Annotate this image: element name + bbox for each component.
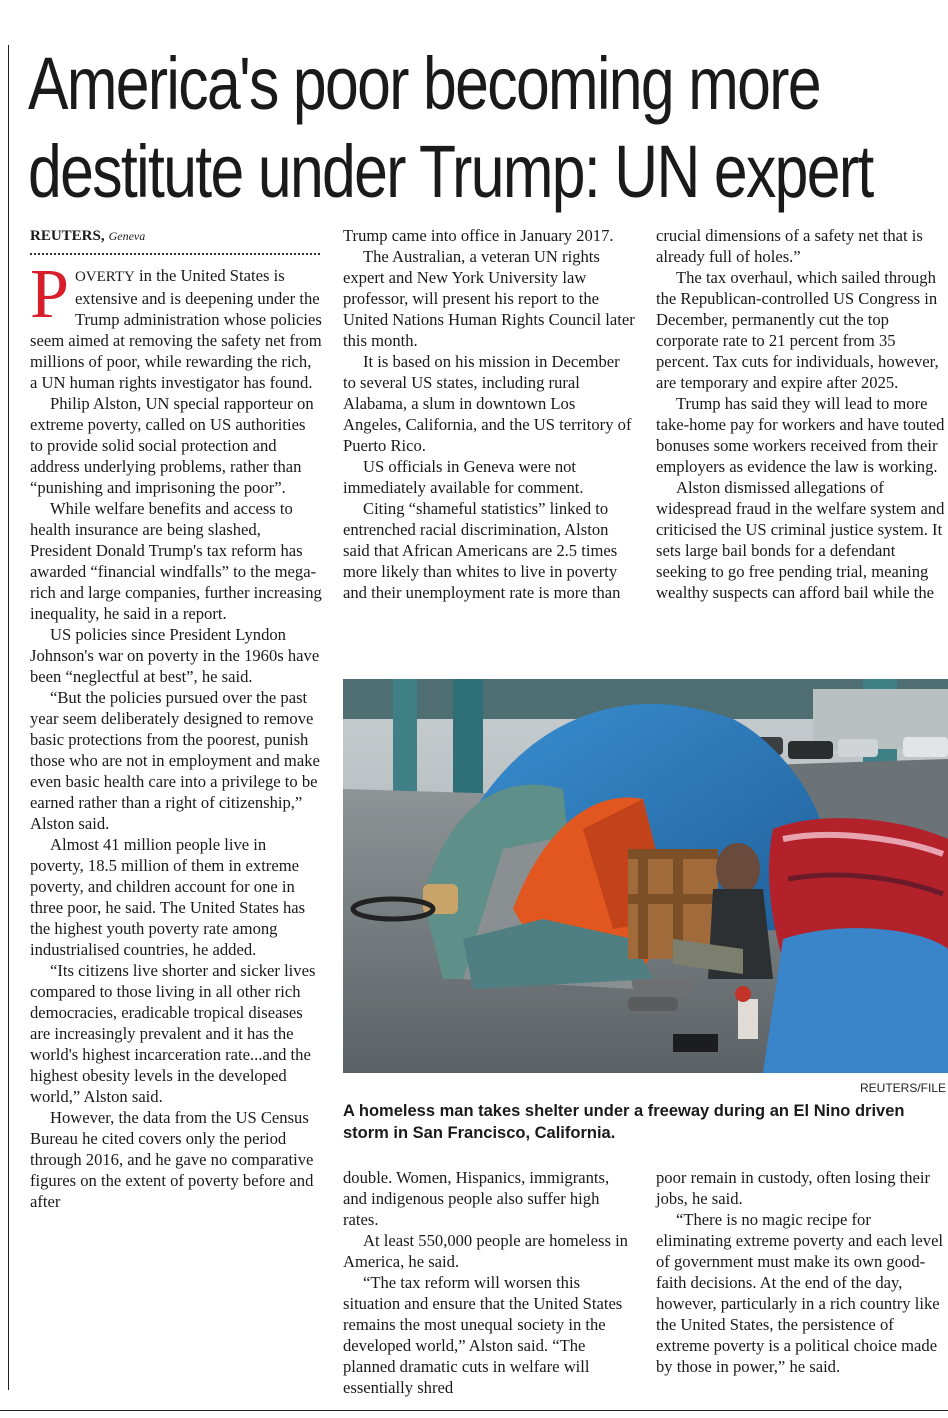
paragraph: The Australian, a veteran UN rights expert and New York University law professor, will present his report to the United Nations Human Rights Council later this month. — [343, 247, 635, 350]
paragraph: Trump has said they will lead to more take-home pay for workers and have touted bonuses some workers received from their employers as evidence the law is working. — [656, 394, 945, 476]
continued-paragraph: double. Women, Hispanics, immigrants, and indigenous people also suffer high rates. — [343, 1168, 610, 1229]
paragraph: “The tax reform will worsen this situation and ensure that the United States remains the most unequal society in the developed world,” Alston said. “The planned dramatic cuts in welfare will essentially shred — [343, 1273, 623, 1397]
headline — [28, 40, 873, 216]
article-column-5 — [656, 1167, 948, 1377]
continued-paragraph: poor remain in custody, often losing their jobs, he said. — [656, 1168, 931, 1208]
byline-place: Geneva — [108, 229, 146, 243]
lead-caps: OVERTY — [74, 269, 135, 285]
drop-cap: P — [30, 256, 69, 333]
paragraph: Almost 41 million people live in poverty, 18.5 million of them in extreme poverty, and children account for one in three poor, he said. The United States has the highest youth poverty rate among industrialised countries, he added. — [30, 835, 306, 959]
paragraph: “There is no magic recipe for eliminating extreme poverty and each level of government must make its own good-faith decisions. At the end of the day, however, particularly in a rich country like the United States, the persistence of extreme poverty is a political choice made by those in power,” he said. — [656, 1210, 944, 1376]
continued-paragraph: crucial dimensions of a safety net that is already full of holes.” — [656, 226, 923, 266]
lead-text: in the United States is extensive and is deepening under the Trump administration whose policies seem aimed at removing the safety net from millions of poor, while rewarding the rich, a UN human rights investigator has found. — [30, 266, 322, 392]
article-column-2 — [343, 225, 636, 603]
paragraph: While welfare benefits and access to health insurance are being slashed, President Donald Trump's tax reform has awarded “financial windfalls” to the mega-rich and large companies, further increasing inequality, he said in a report. — [30, 499, 322, 623]
article-column-4 — [343, 1167, 636, 1398]
paragraph: It is based on his mission in December to several US states, including rural Alabama, a slum in downtown Los Angeles, California, and the US territory of Puerto Rico. — [343, 352, 632, 455]
bottom-rule — [0, 1410, 948, 1411]
byline-agency: REUTERS, — [30, 228, 105, 244]
left-column-rule — [8, 45, 9, 1390]
paragraph: At least 550,000 people are homeless in America, he said. — [343, 1231, 628, 1271]
news-photo — [343, 679, 948, 1073]
continued-paragraph: Trump came into office in January 2017. — [343, 226, 614, 245]
paragraph: US officials in Geneva were not immediately available for comment. — [343, 457, 584, 497]
photo-caption: A homeless man takes shelter under a freeway during an El Nino driven storm in San Francisco, California. — [343, 1102, 905, 1142]
article-column-3 — [656, 225, 948, 603]
article-column-1 — [30, 256, 322, 1212]
dotted-separator — [30, 253, 320, 255]
paragraph: Philip Alston, UN special rapporteur on extreme poverty, called on US authorities to provide solid social protection and address underlying problems, rather than “punishing and imprisoning the poor”. — [30, 394, 314, 497]
paragraph: However, the data from the US Census Bureau he cited covers only the period through 2016, and he gave no comparative figures on the extent of poverty before and after — [30, 1108, 314, 1211]
photo-credit: REUTERS/FILE — [859, 1081, 946, 1095]
lead-paragraph — [30, 256, 322, 393]
headline-line-1: America's poor becoming more — [28, 42, 820, 125]
paragraph: “Its citizens live shorter and sicker lives compared to those living in all other rich democracies, eradicable tropical diseases are increasingly prevalent and it has the world's highest incarceration rate...and the highest obesity levels in the developed world,” Alston said. — [30, 961, 316, 1106]
paragraph: “But the policies pursued over the past year seem deliberately designed to remove basic protections from the poorest, punish those who are not in employment and make even basic health care into a privilege to be earned rather than a right of citizenship,” Alston said. — [30, 688, 320, 833]
headline-line-2: destitute under Trump: UN expert — [28, 130, 873, 213]
homeless-tent-photo-illustration — [343, 679, 948, 1073]
byline — [30, 228, 320, 245]
paragraph: Alston dismissed allegations of widespread fraud in the welfare system and criticised the US criminal justice system. It sets large bail bonds for a defendant seeking to go free pending trial, meaning wealthy suspects can afford bail while the — [656, 478, 945, 602]
paragraph: The tax overhaul, which sailed through the Republican-controlled US Congress in December, permanently cut the top corporate rate to 21 percent from 35 percent. Tax cuts for individuals, however, are temporary and expire after 2025. — [656, 268, 939, 392]
paragraph: Citing “shameful statistics” linked to entrenched racial discrimination, Alston said that African Americans are 2.5 times more likely than whites to live in poverty and their unemployment rate is more than — [343, 499, 621, 602]
paragraph: US policies since President Lyndon Johnson's war on poverty in the 1960s have been “neglectful at best”, he said. — [30, 625, 320, 686]
